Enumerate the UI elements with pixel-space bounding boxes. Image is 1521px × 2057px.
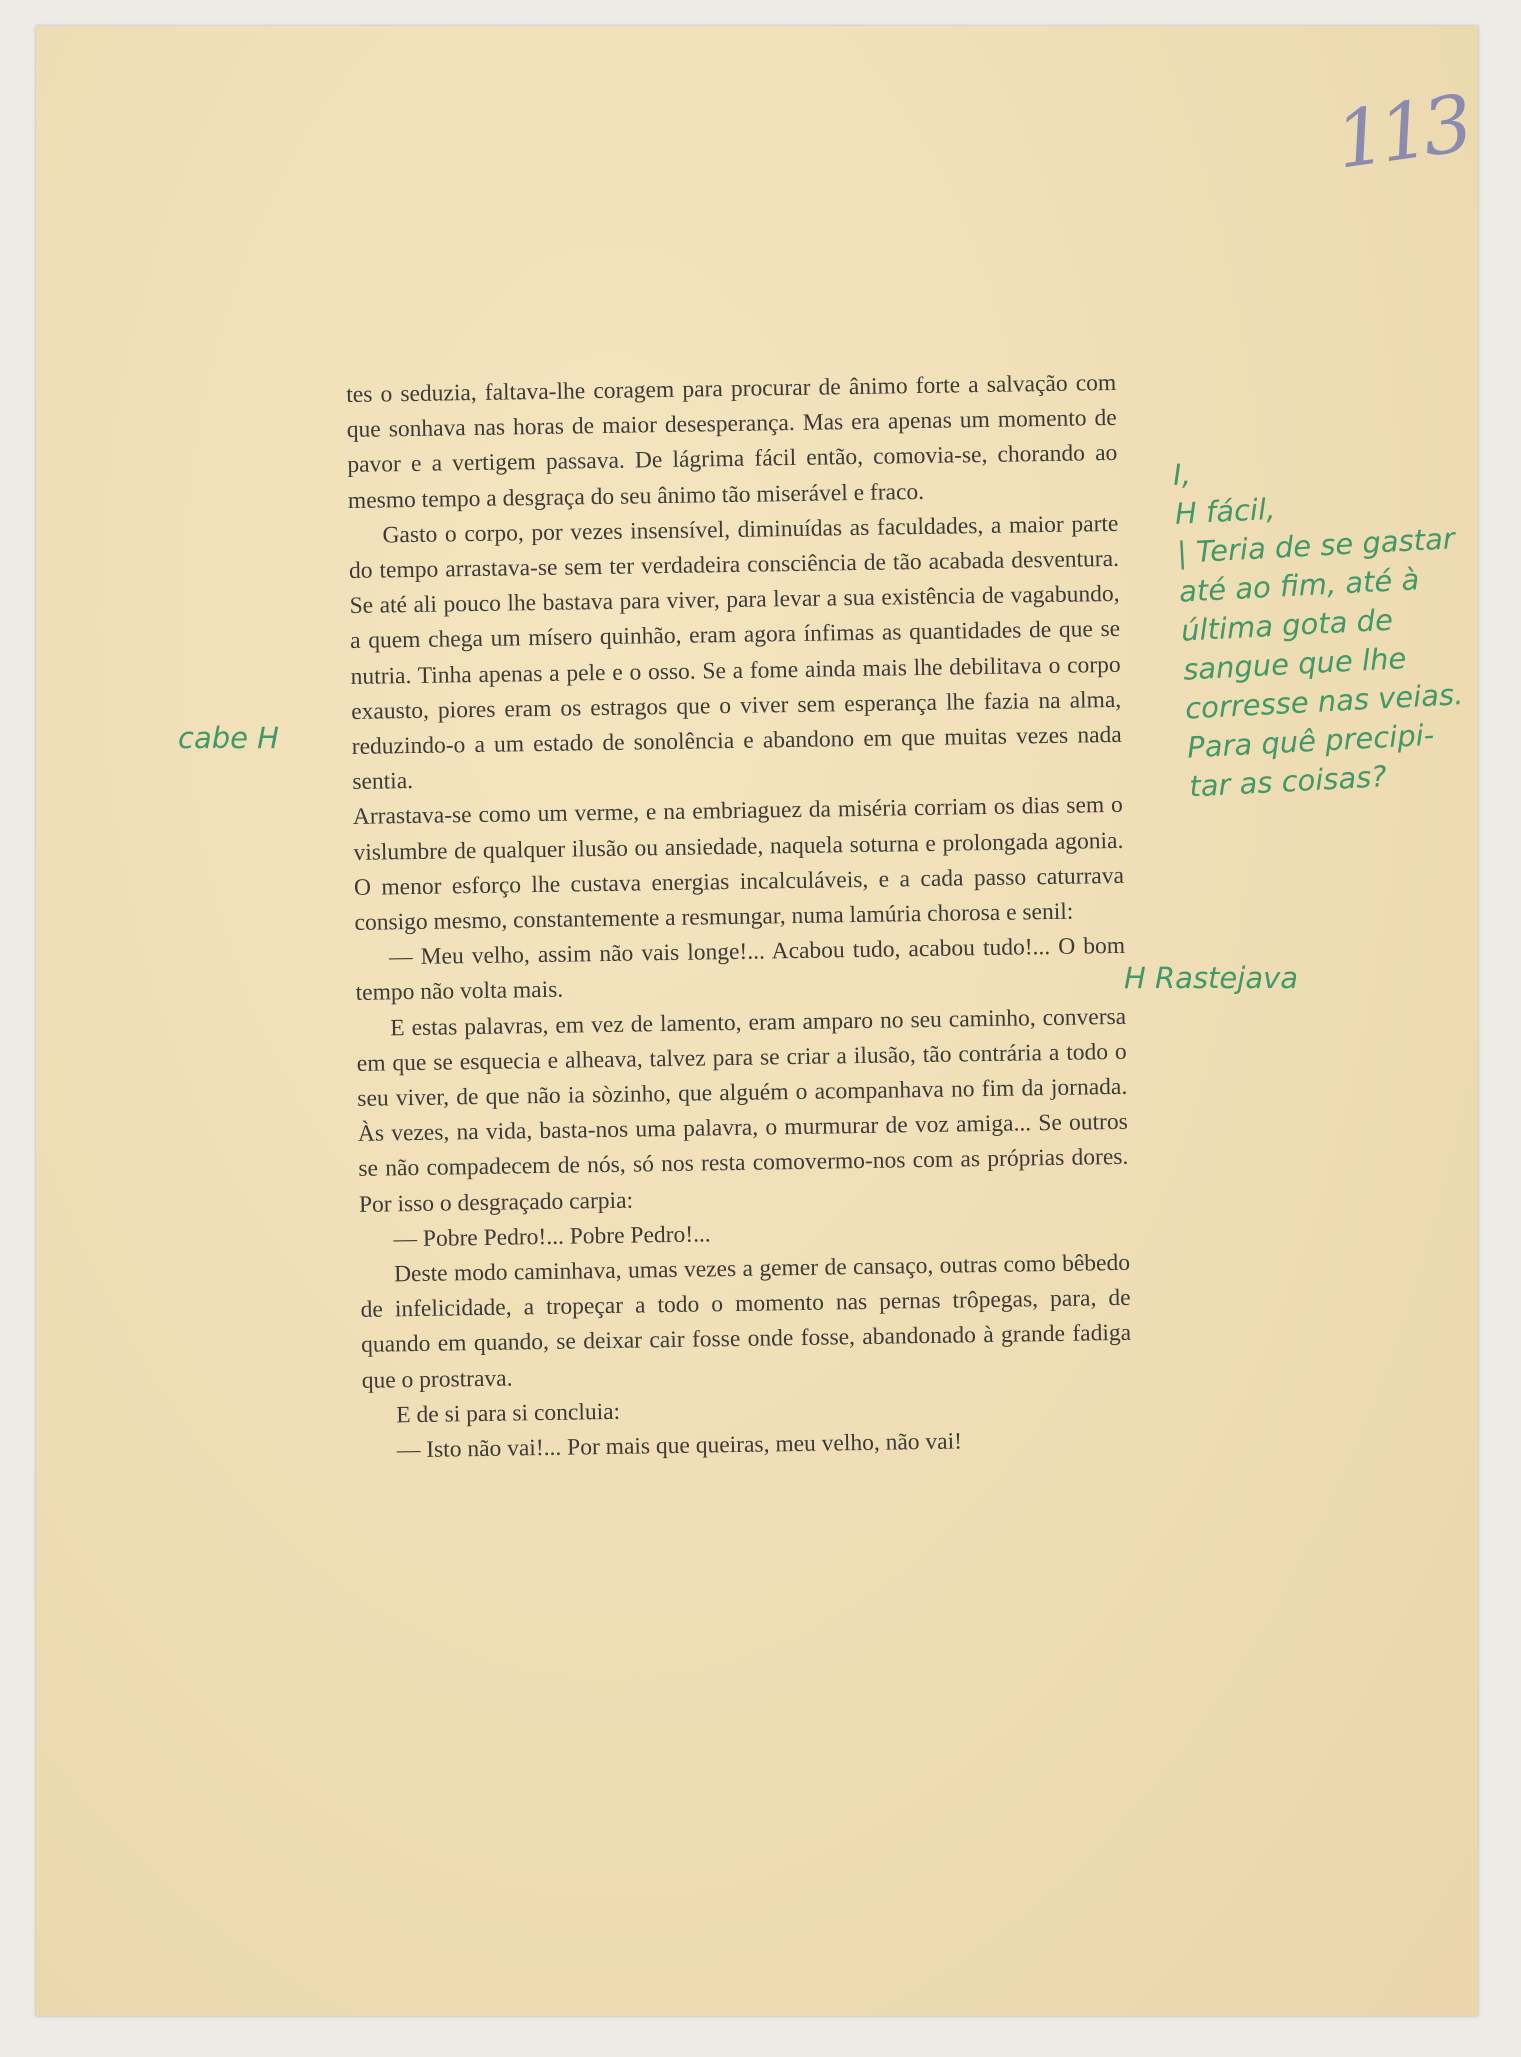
margin-note-right-line: sangue que lhe (1182, 641, 1408, 687)
margin-note-right-line: tar as coisas? (1188, 759, 1388, 804)
margin-note-right-line: última gota de (1180, 602, 1394, 648)
paragraph-5: E estas palavras, em vez de lamento, eram amparo no seu caminho, conversa em que se esquecia e alheava, talvez para se criar a ilusão, tão contrária a todo o seu viver, de que não ia sòzinho, que alguém o acompanhava no fim da jornada. Às vezes, na vida, basta-nos uma palavra, o murmurar de voz amiga... Se outros se não compadecem de nós, só nos resta comovermo-nos com as próprias dores. Por isso o desgraçado carpia: (356, 1003, 1129, 1218)
margin-note-right-line: Para quê precipi- (1186, 717, 1435, 765)
margin-note-right-line: | Teria de se gastar (1176, 521, 1456, 570)
body-text (346, 366, 1133, 1469)
paragraph-7: Deste modo caminhava, umas vezes a gemer de cansaço, outras como bêbedo de infelicidade, a tropeçar a todo o momento nas pernas trôpegas, para, de quando em quando, se deixar cair fosse onde fosse, abandonado à grande fadiga que o prostrava. (360, 1249, 1132, 1394)
paragraph-4: — Meu velho, assim não vais longe!... Acabou tudo, acabou tudo!... O bom tempo não volta mais. (355, 933, 1126, 1007)
margin-note-right (1172, 441, 1468, 806)
document-page (36, 26, 1478, 2016)
paragraph-8: E de si para si concluia: (396, 1398, 621, 1429)
paragraph-1: tes o seduzia, faltava-lhe coragem para procurar de ânimo forte a salvação com que sonhava nas horas de maior desesperança. Mas era apenas um momento de pavor e a vertigem passava. De lágrima fácil então, comovia-se, chorando ao mesmo tempo a desgraça do seu ânimo tão miserável e fraco. (346, 369, 1118, 514)
margin-note-right-line: H fácil, (1174, 491, 1277, 531)
paragraph-3: Arrastava-se como um verme, e na embriaguez da miséria corriam os dias sem o vislumbre de qualquer ilusão ou ansiedade, naquela soturna e prolongada agonia. O menor esforço lhe custava energias incalculáveis, e a cada passo caturrava consigo mesmo, constantemente a resmungar, numa lamúria chorosa e senil: (352, 792, 1125, 936)
margin-note-right-line: até ao fim, até à (1178, 562, 1421, 609)
paragraph-6: — Pobre Pedro!... Pobre Pedro!... (393, 1221, 711, 1253)
paragraph-2: Gasto o corpo, por vezes insensível, diminuídas as faculdades, a maior parte do tempo arrastava-se sem ter verdadeira consciência de tão acabada desventura. Se até ali pouco lhe bastava para viver, para levar a sua existência de vagabundo, a quem chega um mísero quinhão, eram agora ínfimas as quantidades de que se nutria. Tinha apenas a pele e o osso. Se a fome ainda mais lhe debilitava o corpo exausto, piores eram os estragos que o viver sem esperança lhe fazia na alma, reduzindo-o a um estado de sonolência e abandono em que muitas vezes nada sentia. (348, 510, 1122, 796)
margin-note-rastejava: H Rastejava (1124, 961, 1299, 995)
margin-note-right-line: corresse nas veias. (1184, 677, 1465, 726)
page-number: 113 (1330, 79, 1473, 187)
paragraph-9: — Isto não vai!... Por mais que queiras, meu velho, não vai! (396, 1428, 963, 1464)
margin-note-right-line: I, (1172, 457, 1192, 492)
margin-note-left: cabe H (178, 721, 279, 755)
